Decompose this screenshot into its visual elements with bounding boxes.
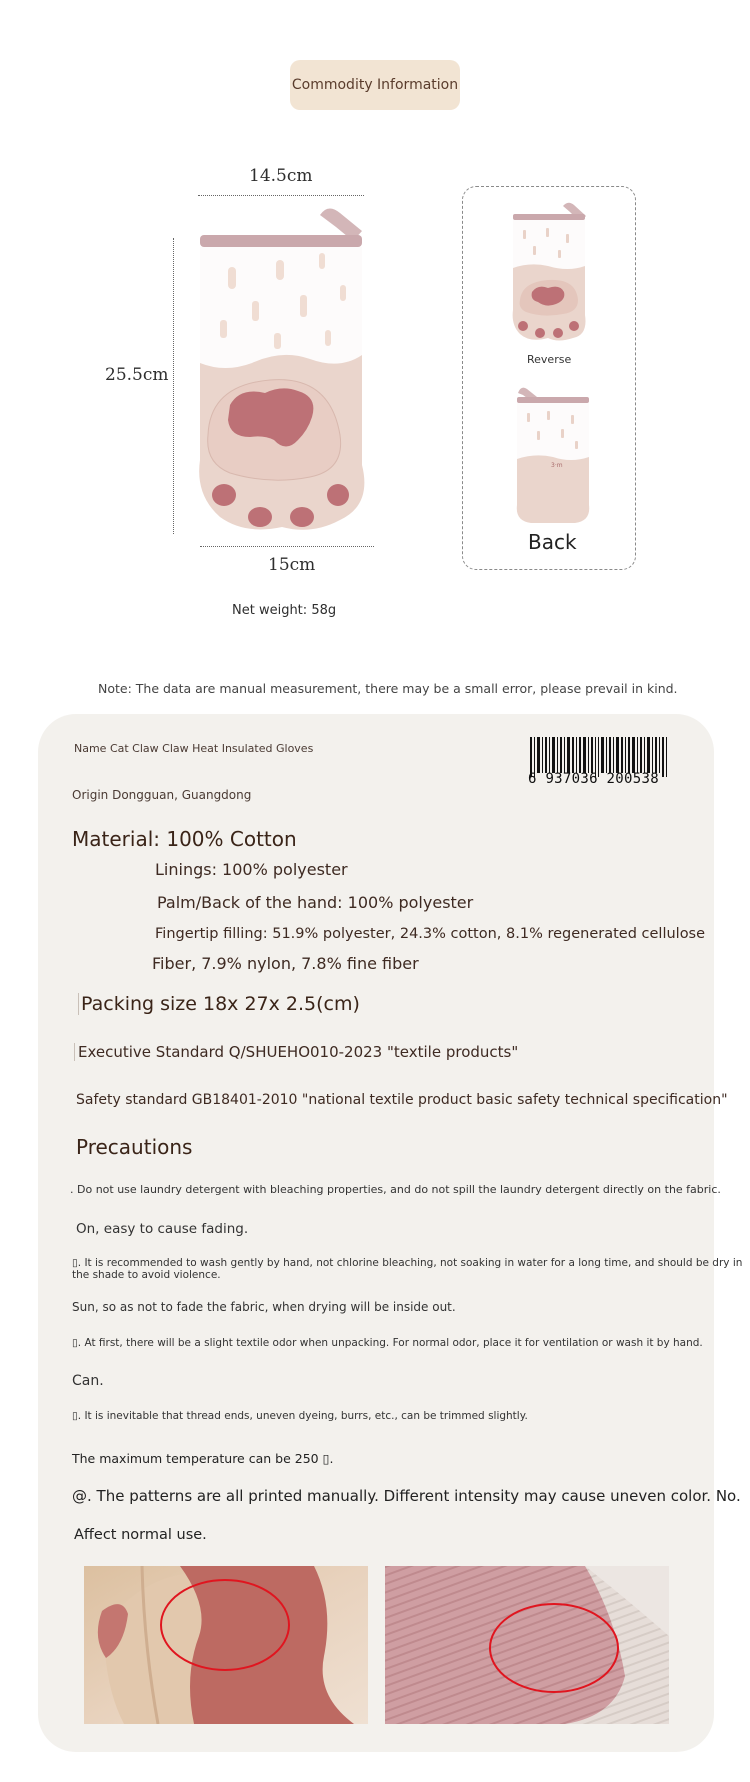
- net-weight: [232, 603, 336, 618]
- reverse-label: Reverse: [527, 353, 572, 366]
- barcode-number: 6 937036 200538: [528, 771, 659, 787]
- precaution-4: ▯. It is inevitable that thread ends, uneven dyeing, burrs, etc., can be trimmed slightly.: [72, 1410, 528, 1422]
- height-label: 25.5cm: [105, 365, 169, 385]
- precaution-5: The maximum temperature can be 250 ▯.: [72, 1451, 334, 1466]
- precaution-3-line-1: ▯. At first, there will be a slight textile odor when unpacking. For normal odor, place it for ventilation or wash it by hand.: [72, 1337, 703, 1349]
- net-weight-label: Net weight:: [232, 603, 308, 618]
- width-top-label: 14.5cm: [249, 166, 313, 186]
- origin: Origin Dongguan, Guangdong: [72, 788, 252, 802]
- precaution-2-line-2: the shade to avoid violence.: [72, 1269, 221, 1281]
- commodity-information-badge: Commodity Information: [290, 60, 460, 110]
- width-bottom-label: 15cm: [268, 555, 316, 575]
- executive-standard: Executive Standard Q/SHUEHO010-2023 "textile products": [74, 1043, 518, 1061]
- mitt-tag-text: 3·m: [551, 462, 563, 469]
- precaution-6-line-1: @. The patterns are all printed manually. Different intensity may cause uneven color. No.: [72, 1487, 741, 1505]
- precaution-1-line-1: . Do not use laundry detergent with bleaching properties, and do not spill the laundry detergent directly on the fabric.: [70, 1183, 721, 1196]
- precaution-3-line-2: Can.: [72, 1373, 104, 1389]
- mitt-reverse-image: [508, 200, 594, 345]
- linings: Linings: 100% polyester: [155, 860, 348, 879]
- palm-back: Palm/Back of the hand: 100% polyester: [157, 893, 474, 912]
- precaution-1-line-2: On, easy to cause fading.: [76, 1221, 249, 1237]
- cat-paw-mitt-front-image: [190, 205, 375, 540]
- width-bottom-line: [200, 546, 374, 547]
- precautions-title: Precautions: [76, 1135, 193, 1159]
- product-name: Name Cat Claw Claw Heat Insulated Gloves: [74, 742, 314, 755]
- width-top-line: [198, 195, 364, 196]
- precaution-2-line-3: Sun, so as not to fade the fabric, when drying will be inside out.: [72, 1300, 456, 1314]
- precaution-6-line-2: Affect normal use.: [74, 1527, 207, 1543]
- fabric-closeup-photo-left: [84, 1566, 368, 1724]
- fingertip-filling: Fingertip filling: 51.9% polyester, 24.3% cotton, 8.1% regenerated cellulose: [155, 926, 706, 942]
- barcode: [528, 737, 670, 793]
- packing-size: Packing size 18x 27x 2.5(cm): [78, 993, 360, 1015]
- measurement-note: Note: The data are manual measurement, there may be a small error, please prevail in kind.: [98, 681, 678, 696]
- back-label: Back: [528, 530, 577, 554]
- mitt-back-image: [513, 385, 593, 525]
- fiber: Fiber, 7.9% nylon, 7.8% fine fiber: [152, 954, 419, 973]
- height-line: [173, 238, 174, 534]
- precaution-2-line-1: ▯. It is recommended to wash gently by hand, not chlorine bleaching, not soaking in water for a long time, and should be dry in: [72, 1257, 743, 1269]
- safety-standard: Safety standard GB18401-2010 "national textile product basic safety technical specification": [76, 1092, 728, 1108]
- material: Material: 100% Cotton: [72, 827, 297, 851]
- fabric-closeup-photo-right: [385, 1566, 669, 1724]
- net-weight-value: 58g: [311, 603, 337, 618]
